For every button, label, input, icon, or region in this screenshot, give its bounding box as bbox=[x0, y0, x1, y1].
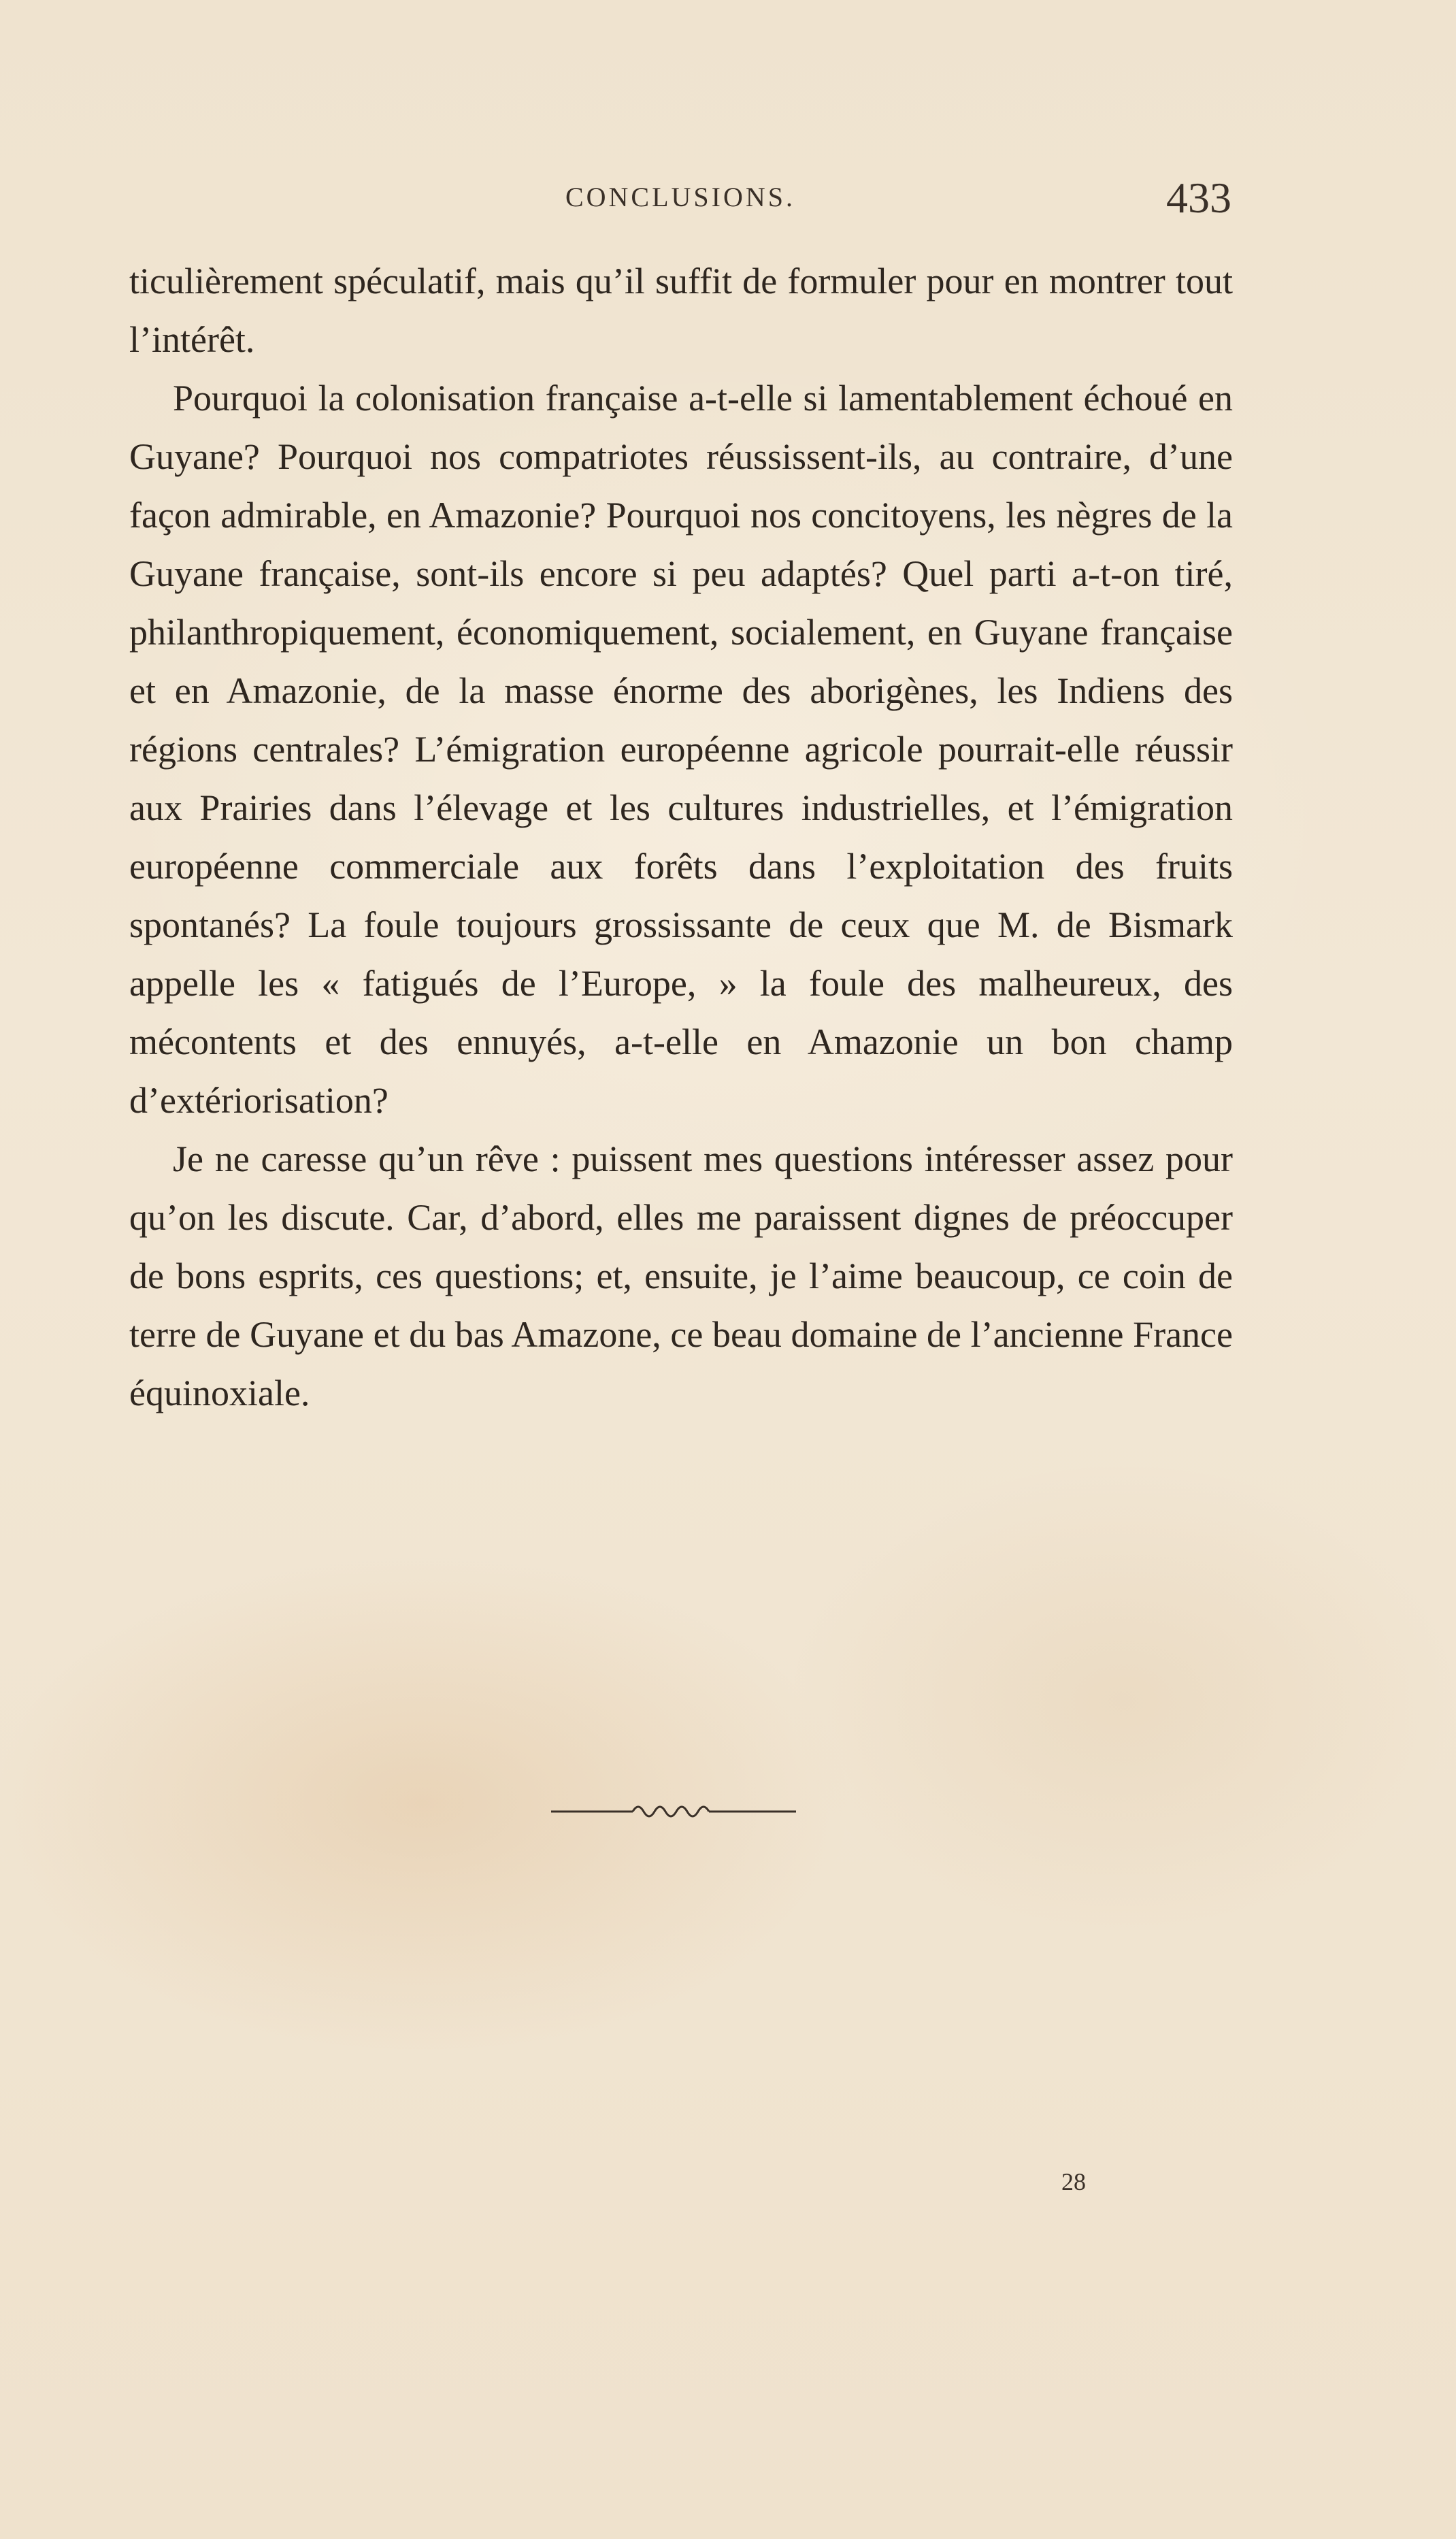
paragraph-closing: Je ne caresse qu’un rêve : puissent mes questions intéresser assez pour qu’on les discute. Car, d’abord, elles me paraissent dignes de préoccuper de bons esprits, ces questions; et, ensuite, je l’aime beaucoup, ce coin de terre de Guyane et du bas Amazone, ce beau domaine de l’ancienne France équinoxiale. bbox=[129, 1139, 1233, 1413]
page-number: 433 bbox=[1166, 174, 1231, 222]
body-text bbox=[129, 252, 1233, 1422]
page-header bbox=[129, 174, 1231, 222]
paragraph-questions: Pourquoi la colonisation française a-t-elle si lamentablement échoué en Guyane? Pourquoi nos compatriotes réussissent-ils, au contraire, d’une façon admirable, en Amazonie? Pourquoi nos concitoyens, les nègres de la Guyane française, sont-ils encore si peu adaptés? Quel parti a-t-on tiré, philanthropiquement, économiquement, socialement, en Guyane française et en Amazonie, de la masse énorme des aborigènes, les Indiens des régions centrales? L’émigration européenne agricole pourrait-elle réussir aux Prairies dans l’élevage et les cultures industrielles, et l’émigration européenne commerciale aux forêts dans l’exploitation des fruits spontanés? La foule toujours grossissante de ceux que M. de Bismark appelle les « fatigués de l’Europe, » la foule des malheureux, des mécontents et des ennuyés, a-t-elle en Amazonie un bon champ d’extériorisation? bbox=[129, 378, 1233, 1121]
paragraph-continuation: ticulièrement spéculatif, mais qu’il suffit de formuler pour en montrer tout l’intérêt. bbox=[129, 261, 1233, 360]
end-ornament bbox=[551, 1797, 796, 1824]
printer-signature: 28 bbox=[1061, 2168, 1086, 2195]
running-title: CONCLUSIONS. bbox=[565, 182, 796, 212]
